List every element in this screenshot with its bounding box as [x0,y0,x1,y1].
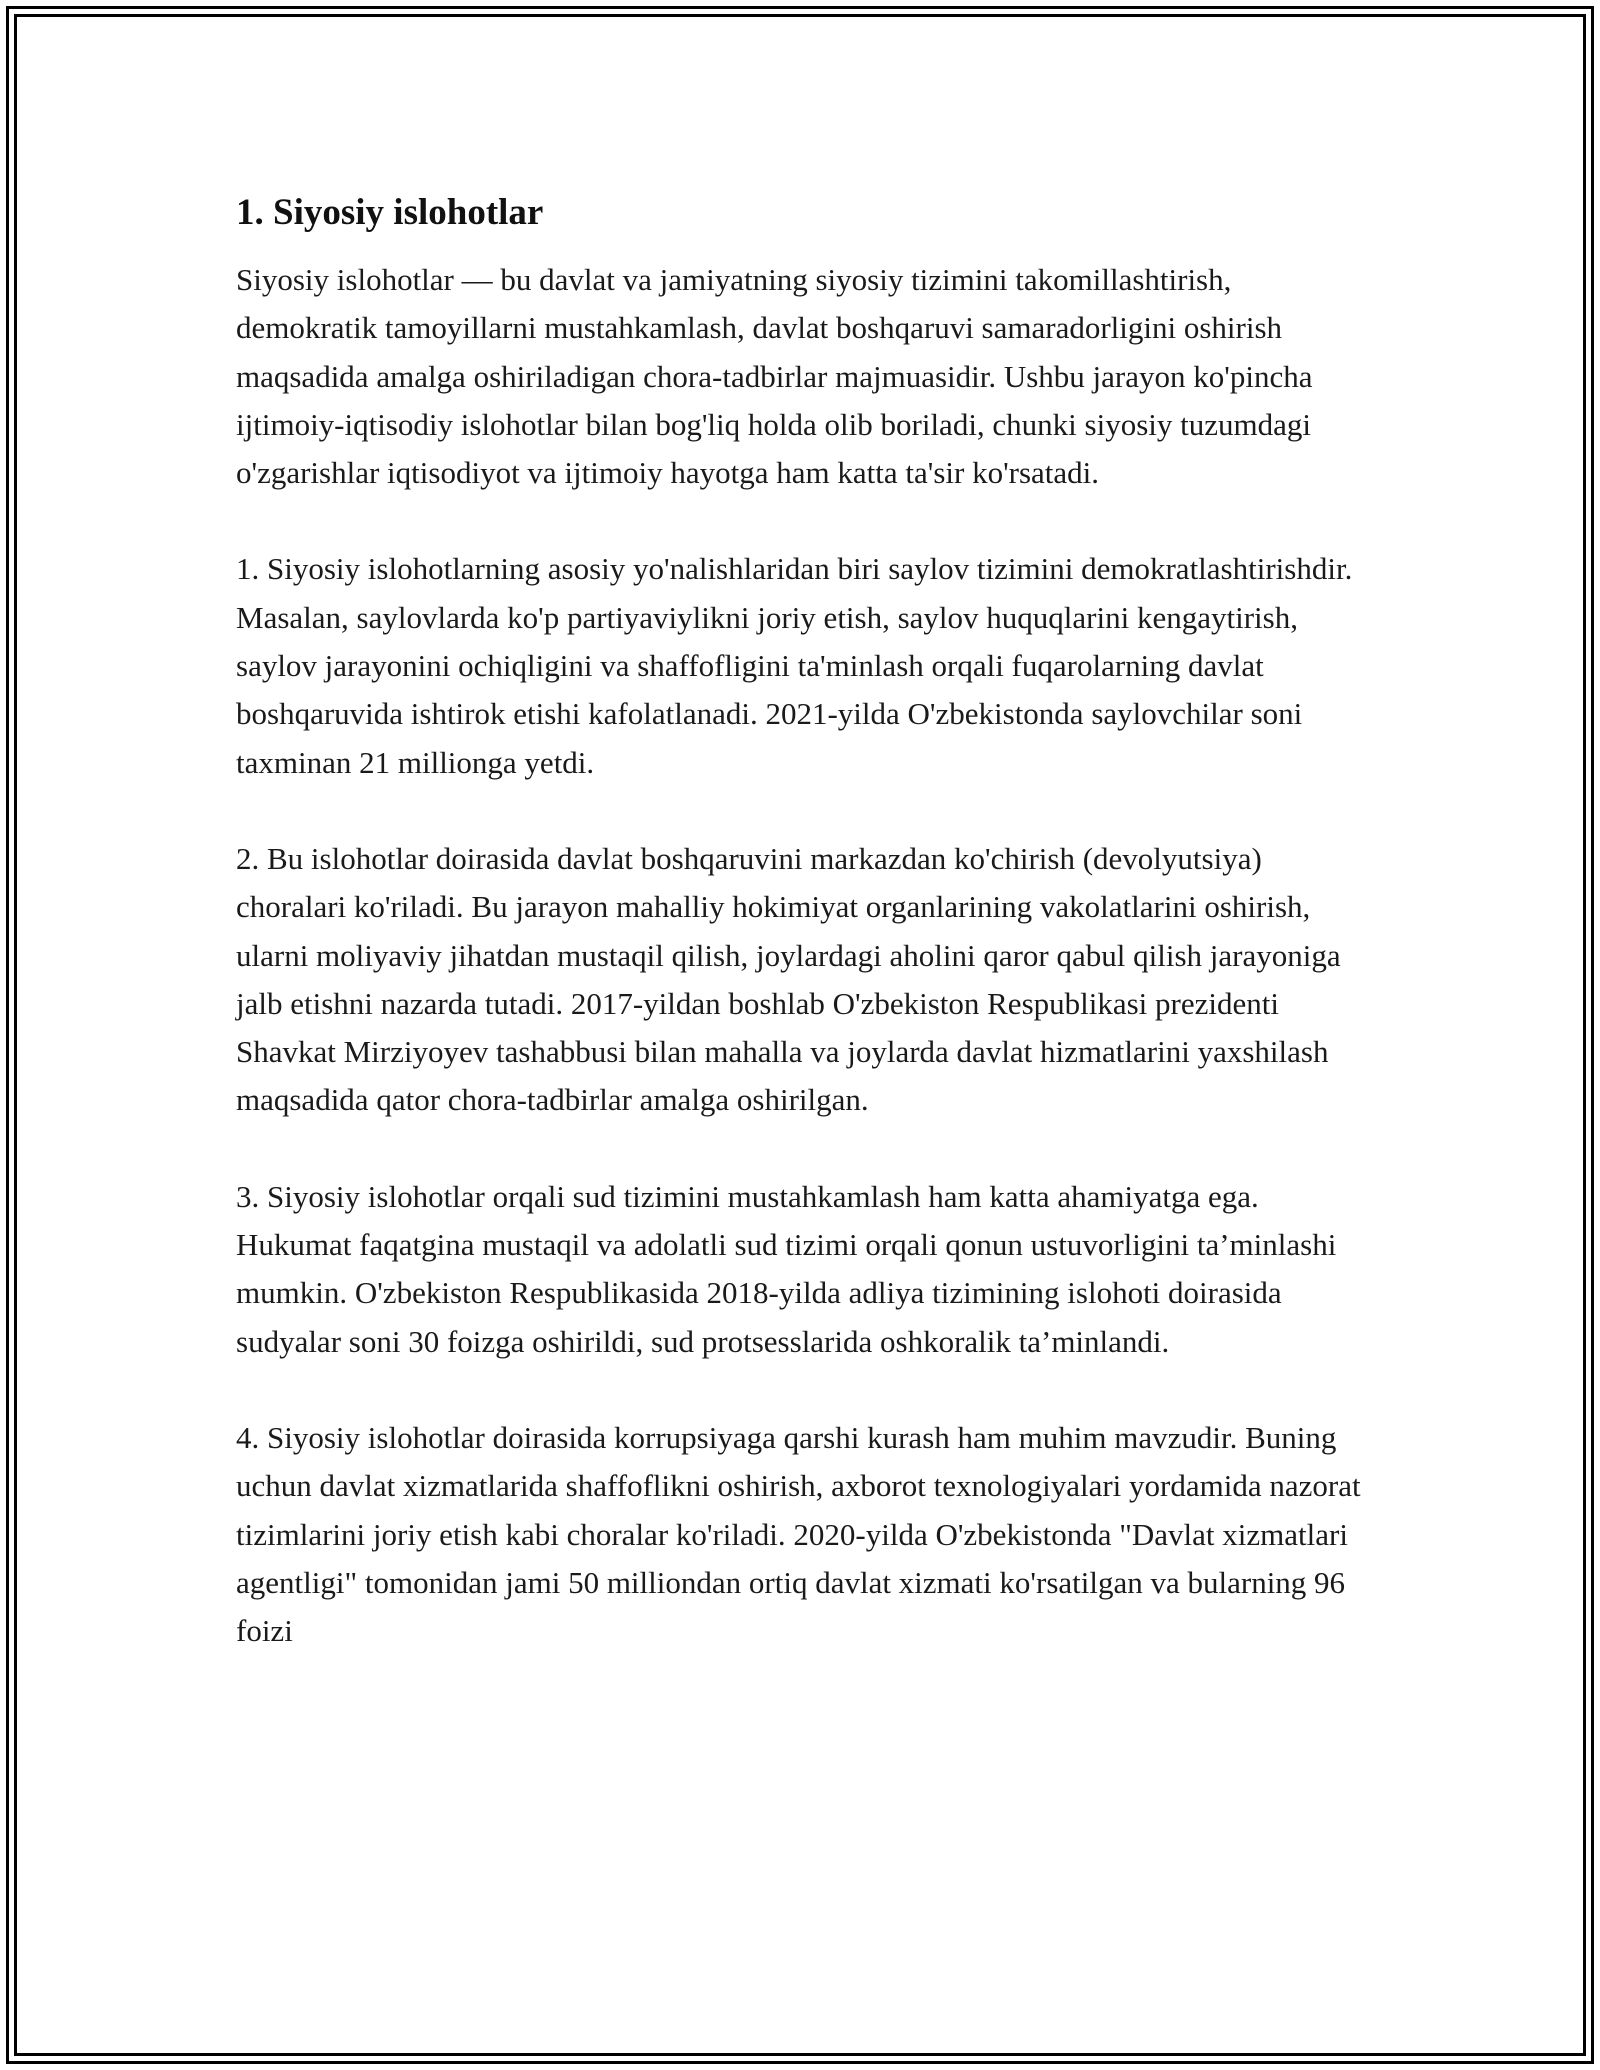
paragraph-1-elections: 1. Siyosiy islohotlarning asosiy yo'nalishlaridan biri saylov tizimini demokratlashtirishdir. Masalan, saylovlarda ko'p partiyaviylikni joriy etish, saylov huquqlarini kengaytirish, saylov jarayonini ochiqligini va shaffofligini ta'minlash orqali fuqarolarning davlat boshqaruvida ishtirok etishi kafolatlanadi. 2021-yilda O'zbekistonda saylovchilar soni taxminan 21 millionga yetdi. [236,551,1353,780]
paragraph-intro: Siyosiy islohotlar — bu davlat va jamiyatning siyosiy tizimini takomillashtirish, demokratik tamoyillarni mustahkamlash, davlat boshqaruvi samaradorligini oshirish maqsadida amalga oshiriladigan chora-tadbirlar majmuasidir. Ushbu jarayon ko'pincha ijtimoiy-iqtisodiy islohotlar bilan bog'liq holda olib boriladi, chunki siyosiy tuzumdagi o'zgarishlar iqtisodiyot va ijtimoiy hayotga ham katta ta'sir ko'rsatadi. [236,262,1313,491]
paragraph-4-anticorruption: 4. Siyosiy islohotlar doirasida korrupsiyaga qarshi kurash ham muhim mavzudir. Buning uchun davlat xizmatlarida shaffoflikni oshirish, axborot texnologiyalari yordamida nazorat tizimlarini joriy etish kabi choralar ko'riladi. 2020-yilda O'zbekistonda "Davlat xizmatlari agentligi" tomonidan jami 50 milliondan ortiq davlat xizmati ko'rsatilgan va bularning 96 foizi [236,1419,1361,1649]
section-title: 1. Siyosiy islohotlar [236,192,544,233]
paragraph-2-devolution: 2. Bu islohotlar doirasida davlat boshqaruvini markazdan ko'chirish (devolyutsiya) choralari ko'riladi. Bu jarayon mahalliy hokimiyat organlarining vakolatlarini oshirish, ularni moliyaviy jihatdan mustaqil qilish, joylardagi aholini qaror qabul qilish jarayoniga jalb etishni nazarda tutadi. 2017-yildan boshlab O'zbekiston Respublikasi prezidenti Shavkat Mirziyoyev tashabbusi bilan mahalla va joylarda davlat hizmatlarini yaxshilash maqsadida qator chora-tadbirlar amalga oshirilgan. [236,840,1341,1118]
document-body [236,188,1366,1655]
paragraph-3-judiciary: 3. Siyosiy islohotlar orqali sud tizimini mustahkamlash ham katta ahamiyatga ega. Hukumat faqatgina mustaqil va adolatli sud tizimi orqali qonun ustuvorligini ta’minlashi mumkin. O'zbekiston Respublikasida 2018-yilda adliya tizimining islohoti doirasida sudyalar soni 30 foizga oshirildi, sud protsesslarida oshkoralik ta’minlandi. [236,1178,1337,1359]
